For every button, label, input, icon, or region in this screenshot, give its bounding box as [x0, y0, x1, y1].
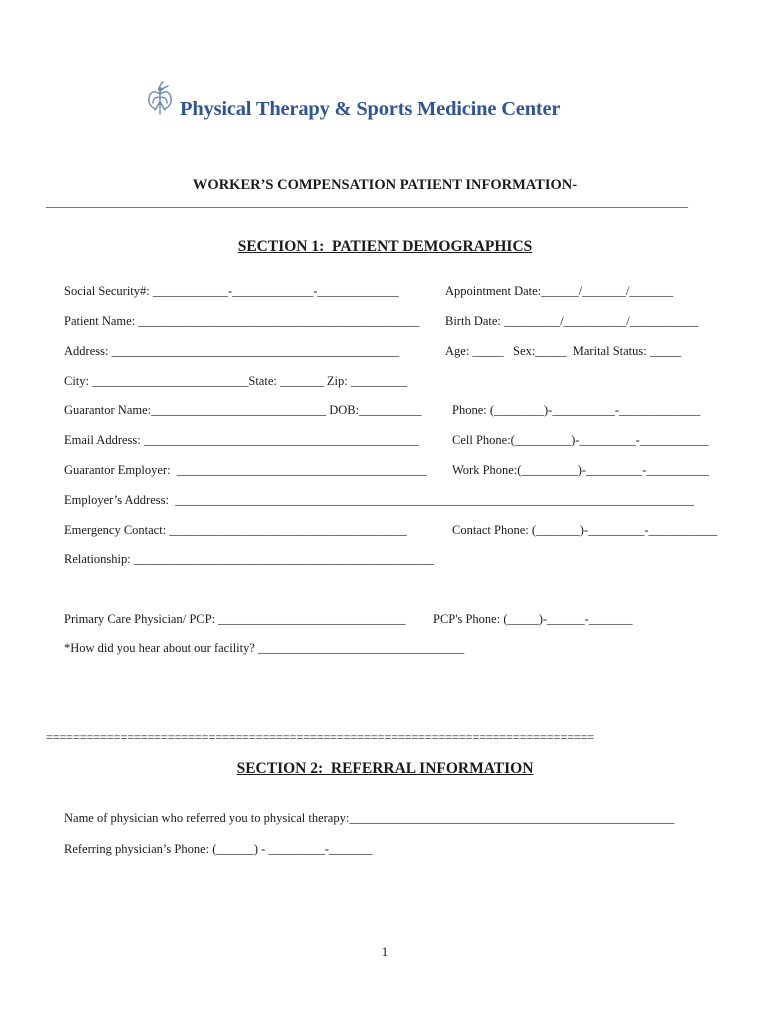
contact-phone-field[interactable]: Contact Phone: (_______)-_________-___________: [452, 523, 718, 537]
brand-title: Physical Therapy & Sports Medicine Center: [180, 98, 561, 120]
referring-physician-name-field[interactable]: Name of physician who referred you to physical therapy:____________________________________________________: [64, 811, 675, 825]
social-security-field[interactable]: Social Security#: ____________-_____________-_____________: [64, 284, 399, 298]
document-title: WORKER’S COMPENSATION PATIENT INFORMATION-: [192, 177, 578, 193]
work-phone-field[interactable]: Work Phone:(_________)-_________-__________: [452, 463, 709, 477]
title-rule: ___________________________________________________________________________________________________________: [46, 195, 688, 209]
age-sex-marital-fields[interactable]: Age: _____ Sex:_____ Marital Status: _____: [445, 344, 682, 358]
pcp-phone-field[interactable]: PCP's Phone: (_____)-______-_______: [433, 612, 633, 626]
relationship-field[interactable]: Relationship: ________________________________________________: [64, 552, 434, 566]
section-divider: =================================================================================: [46, 730, 595, 744]
city-state-zip-fields[interactable]: City: _________________________State: _______ Zip: _________: [64, 374, 408, 388]
address-field[interactable]: Address: ______________________________________________: [64, 344, 400, 358]
referring-physician-phone-field[interactable]: Referring physician’s Phone: (______) - _________-_______: [64, 842, 373, 856]
phone-field[interactable]: Phone: (________)-__________-_____________: [452, 403, 701, 417]
section-2-title: SECTION 2: REFERRAL INFORMATION: [236, 760, 534, 777]
employer-address-field[interactable]: Employer’s Address: ___________________________________________________________________________________: [64, 493, 694, 507]
cell-phone-field[interactable]: Cell Phone:(_________)-_________-___________: [452, 433, 709, 447]
guarantor-name-field[interactable]: Guarantor Name:____________________________ DOB:__________: [64, 403, 422, 417]
email-field[interactable]: Email Address: ____________________________________________: [64, 433, 419, 447]
referral-source-field[interactable]: *How did you hear about our facility? _________________________________: [64, 641, 465, 655]
pcp-field[interactable]: Primary Care Physician/ PCP: ______________________________: [64, 612, 406, 626]
guarantor-employer-field[interactable]: Guarantor Employer: ________________________________________: [64, 463, 427, 477]
appointment-date-field[interactable]: Appointment Date:______/_______/_______: [445, 284, 674, 298]
page-number: 1: [381, 944, 389, 959]
patient-name-field[interactable]: Patient Name: _____________________________________________: [64, 314, 420, 328]
logo-icon: [144, 80, 176, 116]
section-1-title: SECTION 1: PATIENT DEMOGRAPHICS: [237, 238, 533, 255]
birth-date-field[interactable]: Birth Date: _________/__________/___________: [445, 314, 699, 328]
emergency-contact-field[interactable]: Emergency Contact: ______________________________________: [64, 523, 407, 537]
